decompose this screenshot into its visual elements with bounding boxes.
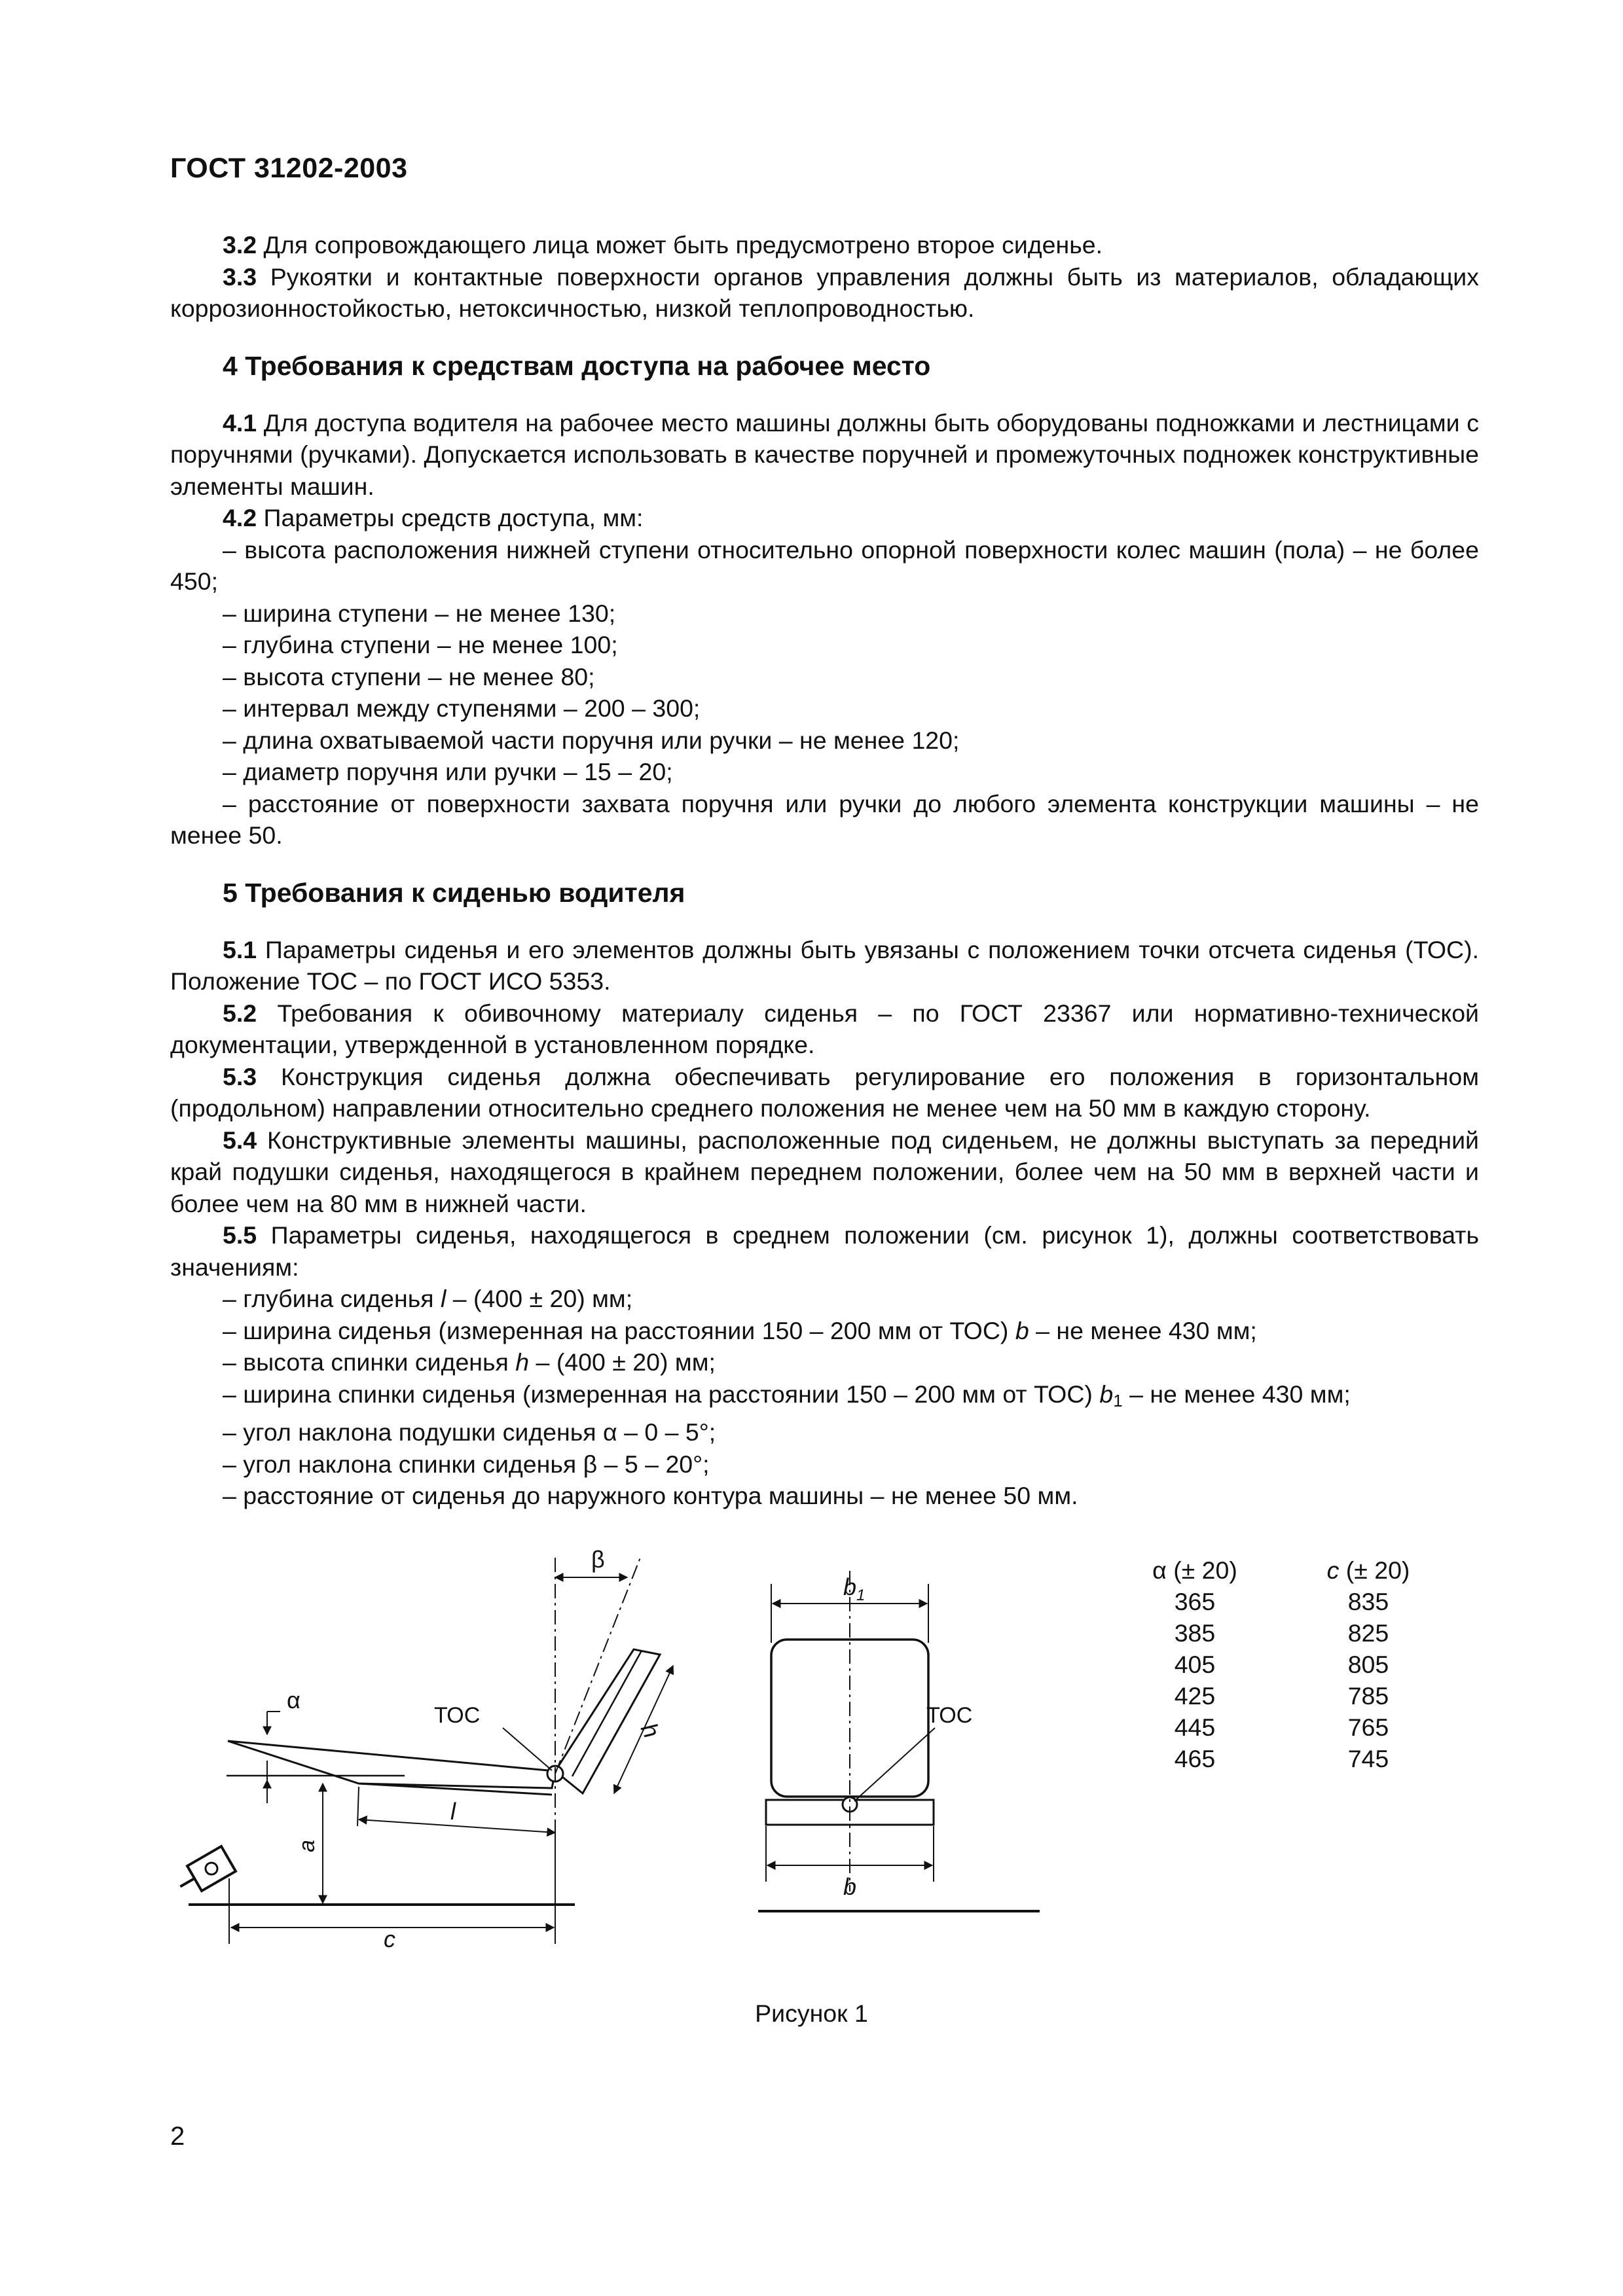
clause-5-3 [170, 1061, 1479, 1124]
document-body [170, 229, 1479, 1512]
page-number: 2 [170, 2122, 185, 2151]
table-row [1100, 1586, 1447, 1617]
list-item: – интервал между ступенями – 200 – 300; [223, 694, 701, 722]
header-text: (± 20) [1339, 1556, 1410, 1584]
table-row [1100, 1712, 1447, 1743]
clause-text: Параметры сиденья, находящегося в среднем положении (см. рисунок 1), должны соответствовать значениям: [170, 1221, 1479, 1281]
table-row [1100, 1649, 1447, 1680]
clause-5-1 [170, 934, 1479, 997]
cell-a: 405 [1174, 1651, 1216, 1678]
variable-l: l [441, 1285, 447, 1312]
clause-3-2 [170, 229, 1479, 261]
clause-number: 5.5 [223, 1221, 257, 1249]
list-item: – высота расположения нижней ступени относительно опорной поверхности колес машин (пола) – не более 450; [170, 535, 1479, 595]
cell-a: 365 [1174, 1588, 1216, 1615]
list-text: – ширина спинки сиденья (измеренная на расстоянии 150 – 200 мм от ТОС) [223, 1380, 1100, 1408]
cell-a: 445 [1174, 1713, 1216, 1741]
clause-4-1 [170, 407, 1479, 503]
list-item: – длина охватываемой части поручня или ручки – не менее 120; [223, 726, 960, 754]
table-header-row [1100, 1554, 1447, 1586]
list-item: – диаметр поручня или ручки – 15 – 20; [223, 758, 673, 785]
side-view-labels [287, 1546, 665, 1952]
dimensions-table [1100, 1554, 1447, 1774]
clause-text: Для доступа водителя на рабочее место машины должны быть оборудованы подножками и лестницами с поручнями (ручками). Допускается использовать в качестве поручней и промежуточных подножек конструктивные элементы машин. [170, 408, 1479, 500]
clause-text: Для сопровождающего лица может быть предусмотрено второе сиденье. [257, 231, 1103, 259]
list-item [170, 1378, 1479, 1417]
list-item: – ширина ступени – не менее 130; [223, 599, 616, 627]
table-row [1100, 1680, 1447, 1712]
clause-text: Конструкция сиденья должна обеспечивать регулирование его положения в горизонтальном (продольном) направлении относительно среднего положения не менее чем на 50 мм в каждую сторону. [170, 1062, 1479, 1122]
clause-number: 5.1 [223, 935, 257, 963]
column-header-a: α (± 20) [1152, 1556, 1237, 1584]
list-item: – высота ступени – не менее 80; [223, 662, 595, 691]
document-code-header: ГОСТ 31202-2003 [170, 152, 408, 184]
list-item: – глубина ступени – не менее 100; [223, 631, 618, 658]
clause-5-4 [170, 1124, 1479, 1220]
label-c: c [384, 1926, 395, 1952]
clause-3-3 [170, 261, 1479, 325]
label-toc-rear: ТОС [926, 1703, 973, 1728]
list-item [170, 1283, 1479, 1315]
seat-diagram-svg [169, 1512, 1046, 1970]
clause-number: 3.3 [223, 262, 257, 291]
label-b: b [843, 1873, 857, 1900]
cell-c: 825 [1347, 1619, 1389, 1647]
cell-c: 785 [1347, 1682, 1389, 1710]
cell-c: 835 [1347, 1588, 1389, 1615]
list-item: – угол наклона спинки сиденья β – 5 – 20°; [223, 1450, 710, 1478]
clause-number: 4.2 [223, 504, 257, 531]
label-alpha: α [287, 1687, 301, 1713]
figure-caption: Рисунок 1 [755, 2000, 868, 2027]
cell-a: 465 [1174, 1745, 1216, 1772]
cell-c: 765 [1347, 1713, 1389, 1741]
section-4-heading: 4 Требования к средствам доступа на рабочее место [223, 350, 931, 381]
list-item [170, 1315, 1479, 1347]
list-item: – расстояние от поверхности захвата поручня или ручки до любого элемента конструкции машины – не менее 50. [170, 789, 1479, 849]
list-item: – расстояние от сиденья до наружного контура машины – не менее 50 мм. [223, 1482, 1078, 1509]
list-text: – высота спинки сиденья [223, 1348, 516, 1376]
clause-text: Рукоятки и контактные поверхности органов управления должны быть из материалов, обладающих коррозионностойкостью, нетоксичностью, низкой теплопроводностью. [170, 262, 1479, 322]
label-a: a [295, 1840, 319, 1852]
list-text: – не менее 430 мм; [1029, 1316, 1257, 1344]
clause-4-2 [170, 502, 1479, 534]
clause-number: 5.3 [223, 1062, 257, 1090]
clause-5-5 [170, 1219, 1479, 1283]
table-row [1100, 1743, 1447, 1774]
list-item [170, 1346, 1479, 1378]
clause-text: Параметры средств доступа, мм: [257, 504, 644, 531]
column-header-c [1290, 1554, 1447, 1586]
clause-text: Параметры сиденья и его элементов должны быть увязаны с положением точки отсчета сиденья (ТОС). Положение ТОС – по ГОСТ ИСО 5353. [170, 935, 1479, 995]
cell-a: 425 [1174, 1682, 1216, 1710]
seat-diagram-figure [169, 1512, 1046, 1970]
list-text: – (400 ± 20) мм; [529, 1348, 716, 1376]
list-text: – глубина сиденья [223, 1285, 441, 1312]
variable-b: b [1015, 1316, 1029, 1344]
label-toc-side: ТОС [434, 1703, 481, 1728]
table-row [1100, 1617, 1447, 1649]
cell-c: 745 [1347, 1745, 1389, 1772]
seat-rear-view [758, 1571, 1040, 1911]
clause-5-2 [170, 997, 1479, 1061]
label-beta: β [591, 1546, 605, 1573]
clause-number: 4.1 [223, 408, 257, 437]
list-text: – ширина сиденья (измеренная на расстоянии 150 – 200 мм от ТОС) [223, 1316, 1015, 1344]
label-h: h [635, 1719, 666, 1742]
subscript: 1 [1113, 1390, 1123, 1410]
clause-text: Требования к обивочному материалу сиденья – по ГОСТ 23367 или нормативно-технической документации, утвержденной в установленном порядке. [170, 999, 1479, 1058]
seat-side-view [173, 1558, 673, 1944]
list-text: – не менее 430 мм; [1122, 1380, 1351, 1408]
rear-view-labels [843, 1573, 972, 1900]
variable-c: c [1326, 1556, 1340, 1584]
pedal-symbol [173, 1846, 236, 1899]
label-b1: $b_1$ [843, 1573, 866, 1604]
variable-h: h [515, 1348, 530, 1376]
clause-number: 5.4 [223, 1126, 257, 1154]
cell-a: 385 [1174, 1619, 1216, 1647]
section-5-heading: 5 Требования к сиденью водителя [223, 877, 685, 908]
cell-c: 805 [1347, 1651, 1389, 1678]
list-item: – угол наклона подушки сиденья α – 0 – 5°; [223, 1418, 716, 1446]
clause-number: 5.2 [223, 999, 257, 1027]
clause-number: 3.2 [223, 231, 257, 259]
clause-text: Конструктивные элементы машины, расположенные под сиденьем, не должны выступать за передний край подушки сиденья, находящегося в крайнем переднем положении, более чем на 50 мм в верхней части и более чем на 80 мм в нижней части. [170, 1126, 1479, 1217]
label-l: l [450, 1798, 456, 1825]
variable-b1: b [1099, 1380, 1114, 1408]
list-text: – (400 ± 20) мм; [446, 1285, 633, 1312]
